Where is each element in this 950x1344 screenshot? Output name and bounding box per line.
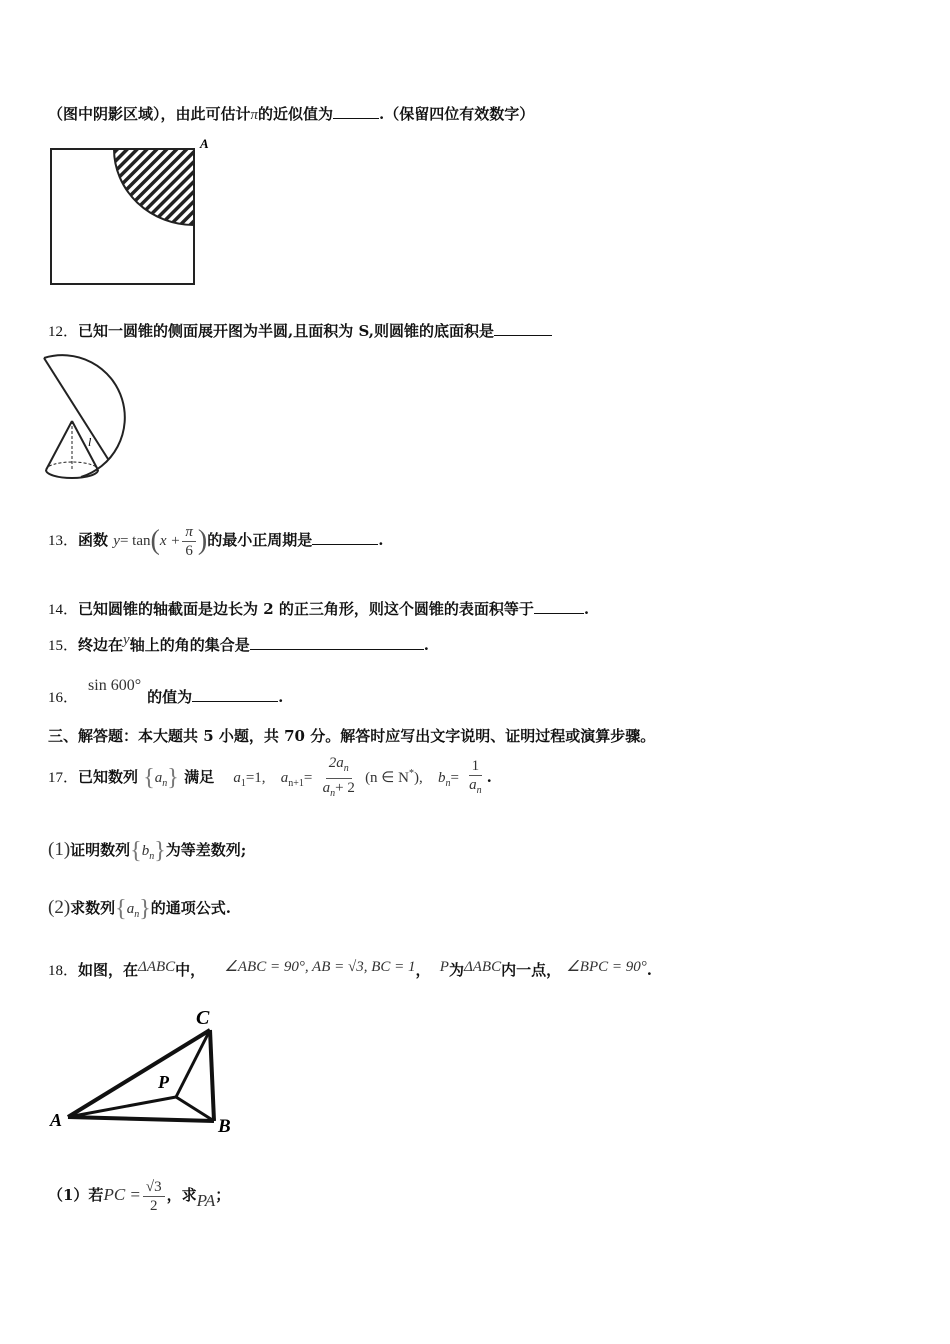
period: .: [583, 600, 590, 618]
part-label-2: (2): [48, 897, 71, 918]
right-paren: ): [197, 525, 208, 556]
equals-b: =: [450, 770, 459, 786]
brace-left: {: [115, 896, 127, 922]
var-b: b: [437, 770, 446, 786]
label-l: l: [88, 435, 92, 449]
part-label-1: (1): [48, 839, 71, 860]
answer-blank[interactable]: [192, 687, 278, 702]
point-p: P: [439, 959, 449, 975]
q13-text: 函数: [78, 531, 109, 549]
sub-n1: n+1: [288, 778, 304, 789]
star: *: [408, 768, 414, 779]
q11-tail: [48, 103, 534, 124]
label-a: A: [50, 1110, 63, 1130]
label-b: B: [218, 1116, 231, 1137]
var-y: y: [123, 632, 130, 648]
sub-n: n: [162, 778, 168, 789]
figure-triangle-abc: [46, 1000, 256, 1140]
period: .: [423, 636, 429, 654]
var-a: a: [126, 901, 135, 917]
numerator-1: 1: [469, 757, 483, 776]
q17-part2: [48, 888, 231, 928]
label-p: P: [158, 1072, 169, 1092]
pi-numerator: π: [182, 523, 196, 542]
q18-part1: [48, 1170, 230, 1220]
denominator-an: a: [322, 779, 331, 796]
var-a1: a: [233, 770, 241, 786]
q15-text: 终边在: [78, 636, 124, 654]
q12: [48, 320, 552, 341]
q18-text-inner: 内一点，: [501, 961, 562, 979]
q18-text: 如图，在: [78, 961, 139, 979]
period: .: [646, 961, 652, 979]
q15-text-post: 轴上的角的集合是: [129, 636, 250, 654]
period: .: [378, 531, 384, 549]
q17: 17．已知数列 $\{a_n\}$ 满足 $a_1=1$, $a_{n+1}=$ $\frac{2a_n}{a_n+ 2}$ (n ∈ N*), $b_n=$ $\frac{1}{a_n}$ .: [48, 754, 492, 799]
q15-number: 15．: [48, 638, 79, 654]
var-b: b: [141, 843, 150, 859]
a1-value: =1,: [245, 770, 266, 786]
q17-text-mid: 满足: [184, 768, 215, 786]
period: .: [278, 688, 284, 706]
q18-number: 18．: [48, 963, 79, 979]
tan-expr: = tan: [119, 533, 151, 549]
brace-right: }: [139, 896, 151, 922]
brace-right: }: [154, 838, 166, 864]
period: .: [486, 768, 492, 786]
var-y: y: [113, 533, 120, 549]
q13: [48, 520, 383, 560]
left-paren: (: [150, 525, 160, 556]
q13-number: 13．: [48, 533, 79, 549]
denominator-6: 6: [185, 542, 193, 559]
numerator-sqrt3: √3: [143, 1178, 165, 1197]
brace-left: {: [143, 765, 155, 791]
q15: [48, 632, 429, 655]
q17-part1: [48, 830, 246, 870]
semicolon: ；: [215, 1186, 231, 1204]
part2-text: 求数列: [70, 899, 116, 917]
part2-text-post: 的通项公式.: [150, 899, 231, 917]
figure-cone-development: [36, 345, 156, 490]
condition: (n ∈ N: [365, 770, 409, 786]
q13-text-post: 的最小正周期是: [207, 531, 313, 549]
q12-number: 12．: [48, 324, 79, 340]
part1-text: 证明数列: [70, 841, 131, 859]
answer-blank[interactable]: [534, 599, 584, 614]
q12-text: 已知一圆锥的侧面展开图为半圆,且面积为 S,则圆锥的底面积是: [78, 322, 494, 340]
comma: ，: [415, 961, 431, 979]
answer-blank[interactable]: [333, 104, 379, 119]
sin-expr: sin 600°: [88, 677, 142, 694]
q11-tail-text: .（保留四位有效数字）: [379, 105, 535, 123]
q11-text: （图中阴影区域），由此可估计: [48, 105, 251, 123]
q14: [48, 598, 589, 619]
sub-1: 1: [240, 778, 246, 789]
q16: [48, 668, 283, 704]
q17-text: 已知数列: [78, 768, 139, 786]
pc-expr: PC =: [103, 1185, 141, 1204]
triangle-abc: ΔABC: [138, 959, 176, 975]
q18-text-mid: 中，: [175, 961, 206, 979]
numerator-2an: 2a: [328, 754, 344, 771]
q18-conditions: ∠ABC = 90°, AB = √3, BC = 1: [224, 959, 416, 975]
q16-number: 16．: [48, 690, 79, 706]
equals: =: [303, 770, 313, 786]
label-c: C: [196, 1007, 210, 1029]
sub-n: n: [134, 909, 140, 920]
var-x: x +: [159, 533, 181, 549]
section-heading: 三、解答题：本大题共 5 小题，共 70 分。解答时应写出文字说明、证明过程或演算步骤。: [48, 727, 656, 745]
part-label-1: （1）若: [48, 1186, 104, 1204]
q18-text-wei: 为: [448, 961, 464, 979]
answer-blank[interactable]: [250, 635, 424, 650]
brace-right: }: [167, 765, 179, 791]
part1-text-mid: ，求: [166, 1186, 197, 1204]
sub-n: n: [149, 851, 155, 862]
pa-expr: PA: [196, 1191, 216, 1210]
triangle-abc-2: ΔABC: [463, 959, 502, 975]
brace-left: {: [130, 838, 142, 864]
denominator-2: 2: [150, 1197, 158, 1214]
answer-blank[interactable]: [494, 321, 552, 336]
angle-bpc: ∠BPC = 90°: [566, 959, 647, 975]
q18: [48, 952, 652, 982]
pi-symbol: π: [250, 107, 259, 123]
condition-end: ),: [413, 770, 423, 786]
plus-2: + 2: [335, 779, 355, 796]
figure-square-quarter-circle: [40, 135, 220, 295]
q11-text-post: 的近似值为: [258, 105, 334, 123]
part1-text-post: 为等差数列;: [165, 841, 247, 859]
label-a: A: [200, 136, 209, 151]
answer-blank[interactable]: [312, 530, 378, 545]
q16-text: 的值为: [147, 688, 193, 706]
var-an1: a: [280, 770, 289, 786]
q14-text: 已知圆锥的轴截面是边长为 2 的正三角形，则这个圆锥的表面积等于: [78, 600, 534, 618]
var-a: a: [154, 770, 163, 786]
q14-number: 14．: [48, 602, 79, 618]
q17-number: 17．: [48, 770, 79, 786]
